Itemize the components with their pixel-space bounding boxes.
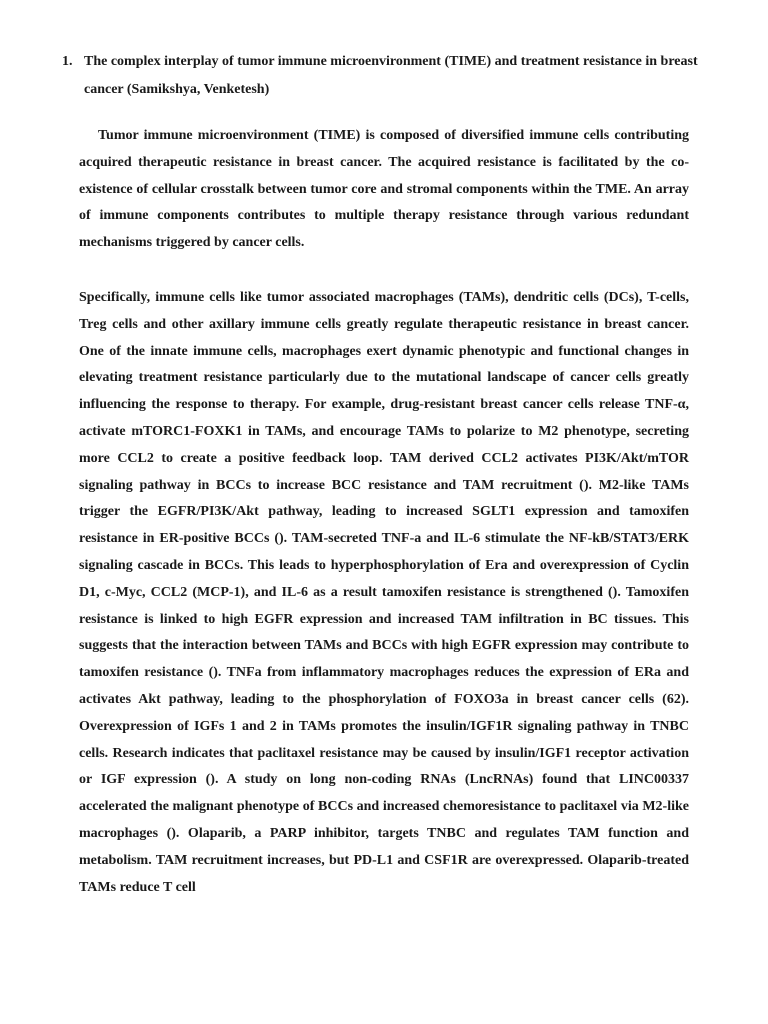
paragraph-intro: Tumor immune microenvironment (TIME) is composed of diversified immune cells contributing acquired therapeutic resistance in breast cancer. The acquired resistance is facilitated by the co-existence of cellular crosstalk between tumor core and stromal components within the TME. An array of immune components contributes to multiple therapy resistance through various redundant mechanisms triggered by cancer cells.	[79, 128, 689, 251]
paragraph-body: Specifically, immune cells like tumor associated macrophages (TAMs), dendritic cells (DCs), T-cells, Treg cells and other axillary immune cells greatly regulate therapeutic resistance in breast cancer. One of the innate immune cells, macrophages exert dynamic phenotypic and functional changes in elevating treatment resistance particularly due to the mutational landscape of cancer cells greatly influencing the response to therapy. For example, drug-resistant breast cancer cells release TNF-α, activate mTORC1-FOXK1 in TAMs, and encourage TAMs to polarize to M2 phenotype, secreting more CCL2 to create a positive feedback loop. TAM derived CCL2 activates PI3K/Akt/mTOR signaling pathway in BCCs to increase BCC resistance and TAM recruitment (). M2-like TAMs trigger the EGFR/PI3K/Akt pathway, leading to increased SGLT1 expression and tamoxifen resistance in ER-positive BCCs (). TAM-secreted TNF-a and IL-6 stimulate the NF-kB/STAT3/ERK signaling cascade in BCCs. This leads to hyperphosphorylation of Era and overexpression of Cyclin D1, c-Myc, CCL2 (MCP-1), and IL-6 as a result tamoxifen resistance is strengthened (). Tamoxifen resistance is linked to high EGFR expression and increased TAM infiltration in BC tissues. This suggests that the interaction between TAMs and BCCs with high EGFR expression may contribute to tamoxifen resistance (). TNFa from inflammatory macrophages reduces the expression of ERa and activates Akt pathway, leading to the phosphorylation of FOXO3a in breast cancer cells (62). Overexpression of IGFs 1 and 2 in TAMs promotes the insulin/IGF1R signaling pathway in TNBC cells. Research indicates that paclitaxel resistance may be caused by insulin/IGF1 receptor activation or IGF expression (). A study on long non-coding RNAs (LncRNAs) found that LINC00337 accelerated the malignant phenotype of BCCs and increased chemoresistance to paclitaxel via M2-like macrophages (). Olaparib, a PARP inhibitor, targets TNBC and regulates TAM function and metabolism. TAM recruitment increases, but PD-L1 and CSF1R are overexpressed. Olaparib-treated TAMs reduce T cell	[79, 290, 689, 895]
section-heading	[62, 48, 712, 104]
section-number: 1.	[62, 54, 73, 69]
section-title: The complex interplay of tumor immune microenvironment (TIME) and treatment resistance in breast cancer (Samikshya, Venketesh)	[84, 54, 698, 97]
